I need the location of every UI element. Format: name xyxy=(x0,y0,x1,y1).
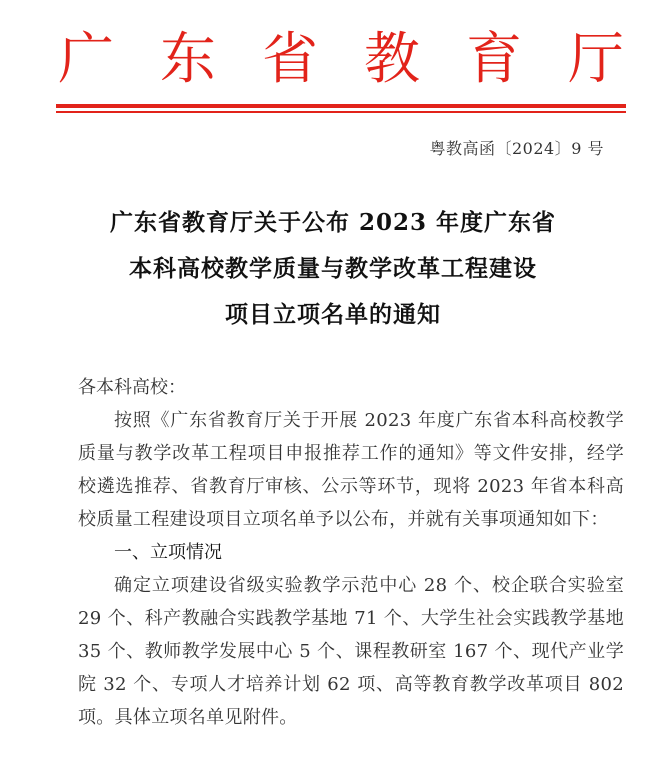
header-char-5: 育 xyxy=(466,27,522,92)
document-title xyxy=(40,200,626,338)
document-title-line-2: 本科高校教学质量与教学改革工程建设 xyxy=(129,255,537,282)
document-body xyxy=(78,371,624,734)
header-char-1: 广 xyxy=(58,27,114,92)
issuing-authority-header xyxy=(58,20,624,100)
header-char-3: 省 xyxy=(262,27,318,92)
section-1-paragraph: 确定立项建设省级实验教学示范中心 28 个、校企联合实验室 29 个、科产教融合实践教学基地 71 个、大学生社会实践教学基地 35 个、教师教学发展中心 5 个、课程教研室 167 个、现代产业学院 32 个、专项人才培养计划 62 项、高等教育教学改革项目 802 项。具体立项名单见附件。 xyxy=(78,575,624,728)
header-rule-thin xyxy=(56,111,626,113)
header-char-2: 东 xyxy=(160,27,216,92)
header-char-4: 教 xyxy=(364,27,420,92)
intro-paragraph: 按照《广东省教育厅关于开展 2023 年度广东省本科高校教学质量与教学改革工程项目申报推荐工作的通知》等文件安排，经学校遴选推荐、省教育厅审核、公示等环节，现将 2023 年省本科高校质量工程建设项目立项名单予以公布，并就有关事项通知如下： xyxy=(78,410,624,530)
header-rule-thick xyxy=(56,104,626,108)
header-char-6: 厅 xyxy=(568,27,624,92)
document-title-line-3: 项目立项名单的通知 xyxy=(225,301,441,328)
document-title-line-1: 广东省教育厅关于公布 2023 年度广东省 xyxy=(109,209,557,236)
salutation: 各本科高校： xyxy=(78,377,186,398)
document-number: 粤教高函〔2024〕9 号 xyxy=(429,139,604,158)
section-heading-1: 一、立项情况 xyxy=(114,542,222,563)
